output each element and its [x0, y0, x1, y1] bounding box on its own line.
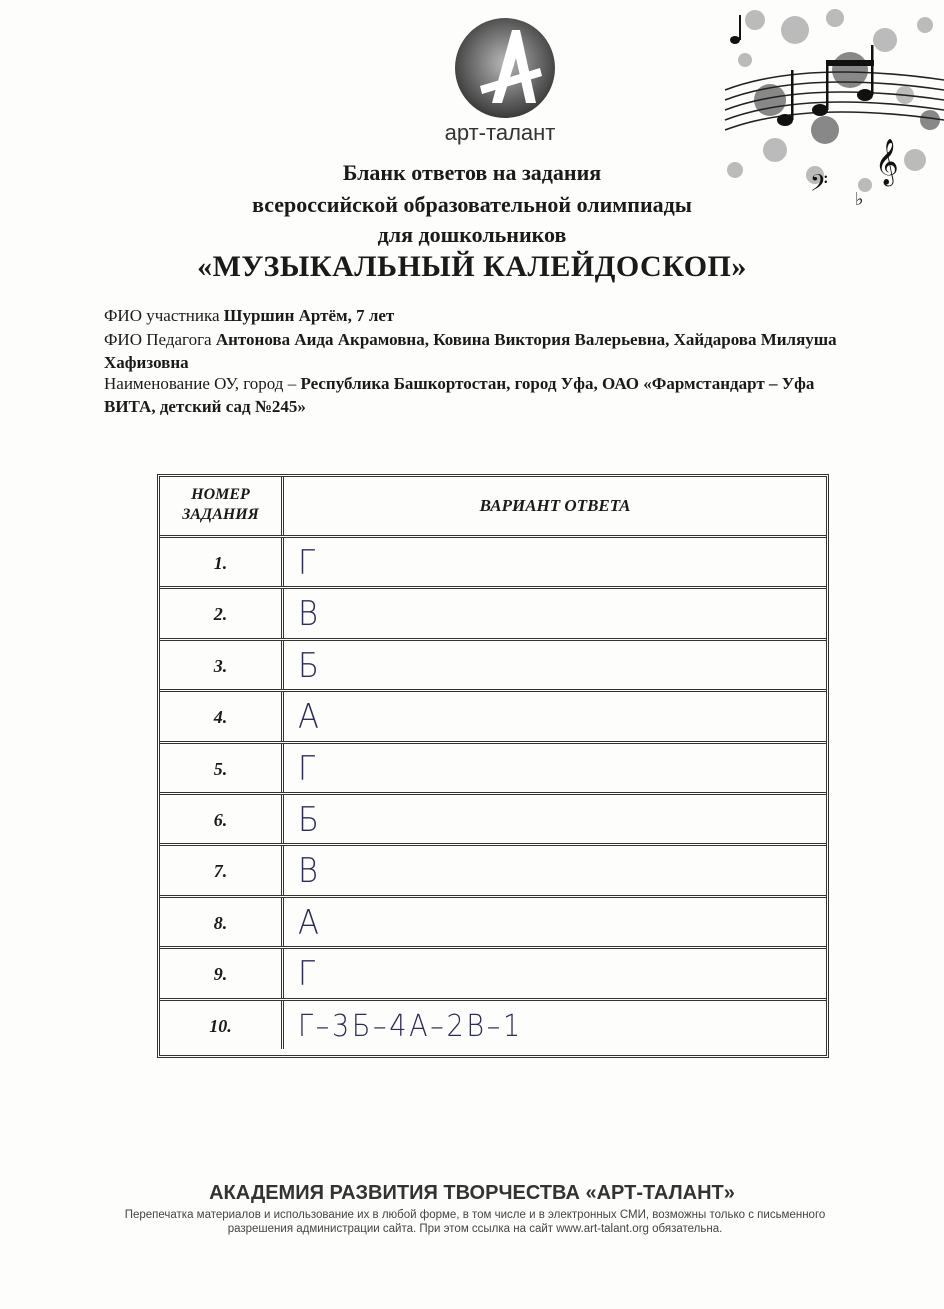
task-number: 6. [160, 795, 284, 843]
teacher-info [104, 328, 864, 374]
handwritten-answer: Г [298, 748, 316, 789]
org-info [104, 372, 864, 418]
org-value: Республика Башкортостан, город Уфа, ОАО «Фармстандарт – Уфа ВИТА, детский сад №245» [104, 374, 815, 416]
svg-text:𝄞: 𝄞 [875, 139, 899, 185]
handwritten-answer: А [298, 697, 319, 738]
table-row [160, 638, 826, 689]
handwritten-answer: Б [298, 800, 319, 840]
handwritten-answer: В [298, 594, 319, 635]
handwritten-answer: Б [298, 645, 319, 686]
header-line-2: всероссийской образовательной олимпиады [252, 192, 692, 217]
participant-label: ФИО участника [104, 306, 220, 325]
participant-info [104, 304, 864, 327]
handwritten-answer: А [298, 902, 319, 943]
table-row [160, 843, 826, 894]
handwritten-answer: Г [298, 543, 316, 583]
table-row [160, 741, 826, 792]
svg-text:𝄢: 𝄢 [810, 169, 829, 202]
table-row [160, 689, 826, 740]
footer-disclaimer: Перепечатка материалов и использование их в любой форме, в том числе и в электронных СМИ, возможны только с письменного разрешения администрации сайта. При этом ссылка на сайт www.art-talant.org обязательна. [124, 1209, 826, 1235]
footer-title: АКАДЕМИЯ РАЗВИТИЯ ТВОРЧЕСТВА «АРТ-ТАЛАНТ» [209, 1182, 735, 1204]
participant-value: Шуршин Артём, 7 лет [223, 306, 395, 325]
header-line-3: для дошкольников [377, 222, 567, 247]
answers-table [157, 474, 829, 1058]
task-number: 9. [160, 949, 284, 997]
table-row [160, 946, 826, 997]
task-number: 3. [160, 641, 284, 689]
task-number: 8. [160, 898, 284, 946]
teacher-label: ФИО Педагога [104, 330, 212, 349]
handwritten-answer: Г [298, 954, 316, 995]
header-line-1: Бланк ответов на задания [342, 160, 602, 185]
table-row [160, 895, 826, 946]
table-row [160, 586, 826, 637]
olympiad-title: «МУЗЫКАЛЬНЫЙ КАЛЕЙДОСКОП» [197, 250, 747, 283]
task-number: 5. [160, 744, 284, 792]
org-label: Наименование ОУ, город – [104, 374, 297, 393]
task-number: 10. [160, 1001, 284, 1049]
task-number: 1. [160, 538, 284, 586]
handwritten-answer: В [298, 851, 319, 892]
table-row [160, 998, 826, 1049]
brand-name: арт-талант [444, 120, 556, 145]
task-number: 4. [160, 692, 284, 740]
task-number: 2. [160, 589, 284, 637]
task-number: 7. [160, 846, 284, 894]
column-header-answer: ВАРИАНТ ОТВЕТА [479, 496, 631, 515]
table-row [160, 535, 826, 586]
handwritten-answer: Г–3Б–4А–2В–1 [298, 1008, 523, 1044]
column-header-number: НОМЕР ЗАДАНИЯ [160, 477, 284, 535]
teacher-value: Антонова Аида Акрамовна, Ковина Виктория Валерьевна, Хайдарова Миляуша Хафизовна [104, 330, 837, 372]
svg-text:♭: ♭ [855, 189, 864, 210]
table-row [160, 792, 826, 843]
